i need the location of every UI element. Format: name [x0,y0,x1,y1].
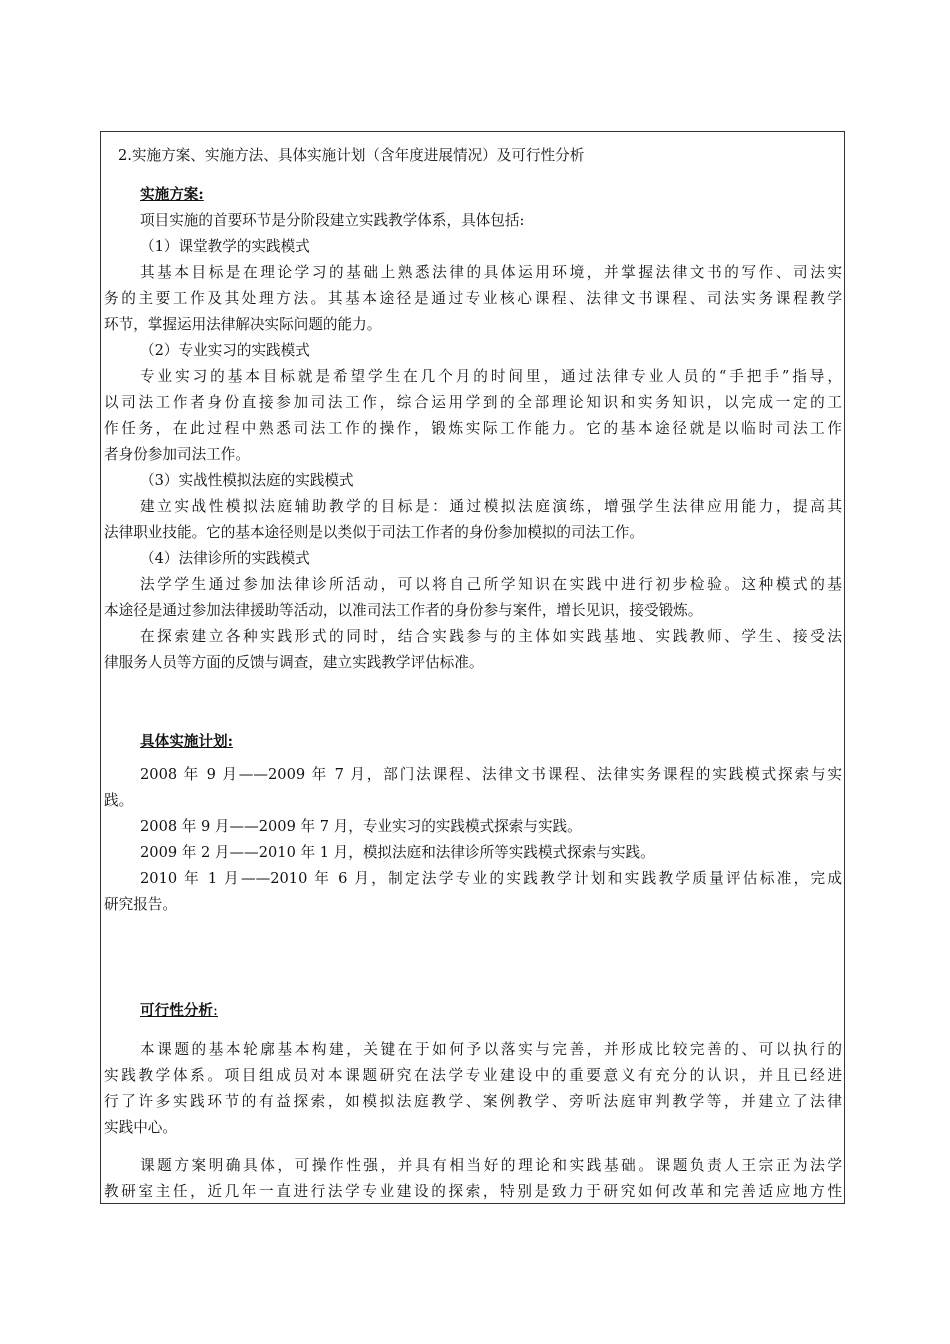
schedule-line: 2010 年 1 月——2010 年 6 月，制定法学专业的实践教学计划和实践教学质量评估标准，完成 [140,870,842,887]
section-title: 2.实施方案、实施方法、具体实施计划（含年度进展情况）及可行性分析 [118,147,585,164]
plan-line: 以司法工作者身份直接参加司法工作，综合运用学到的全部理论知识和实务知识，以完成一定的工 [104,394,842,411]
plan-line: 务的主要工作及其处理方法。其基本途径是通过专业核心课程、法律文书课程、司法实务课程教学 [104,290,842,307]
plan-subheading: （3）实战性模拟法庭的实践模式 [140,472,354,489]
plan-line: 法律职业技能。它的基本途径则是以类似于司法工作者的身份参加模拟的司法工作。 [104,524,644,541]
feasibility-heading-colon: : [212,1002,218,1019]
feasibility-heading [140,1002,218,1020]
schedule-heading: 具体实施计划: [140,733,233,750]
plan-line: 专业实习的基本目标就是希望学生在几个月的时间里，通过法律专业人员的“手把手”指导， [140,368,842,385]
plan-line: 律服务人员等方面的反馈与调查，建立实践教学评估标准。 [104,654,484,671]
schedule-line: 践。 [104,792,134,809]
plan-line: 作任务，在此过程中熟悉司法工作的操作，锻炼实际工作能力。它的基本途径就是以临时司法工作 [104,420,842,437]
plan-line: 法学学生通过参加法律诊所活动，可以将自己所学知识在实践中进行初步检验。这种模式的基 [140,576,842,593]
plan-subheading: （1）课堂教学的实践模式 [140,238,310,255]
feasibility-line: 教研室主任，近几年一直进行法学专业建设的探索，特别是致力于研究如何改革和完善适应地方性 [104,1183,842,1200]
plan-line: 项目实施的首要环节是分阶段建立实践教学体系，具体包括: [140,212,525,229]
plan-subheading: （2）专业实习的实践模式 [140,342,310,359]
feasibility-line: 本课题的基本轮廓基本构建，关键在于如何予以落实与完善，并形成比较完善的、可以执行的 [140,1041,842,1058]
feasibility-line: 行了许多实践环节的有益探索，如模拟法庭教学、案例教学、旁听法庭审判教学等，并建立了法律 [104,1093,842,1110]
plan-line: 者身份参加司法工作。 [104,446,250,463]
schedule-line: 研究报告。 [104,896,177,913]
plan-line: 建立实战性模拟法庭辅助教学的目标是：通过模拟法庭演练，增强学生法律应用能力，提高其 [140,498,842,515]
plan-line: 其基本目标是在理论学习的基础上熟悉法律的具体运用环境，并掌握法律文书的写作、司法实 [140,264,842,281]
feasibility-line: 实践中心。 [104,1119,177,1136]
plan-line: 环节，掌握运用法律解决实际问题的能力。 [104,316,382,333]
feasibility-line: 课题方案明确具体，可操作性强，并具有相当好的理论和实践基础。课题负责人王宗正为法学 [140,1157,842,1174]
feasibility-line: 实践教学体系。项目组成员对本课题研究在法学专业建设中的重要意义有充分的认识，并且已经进 [104,1067,842,1084]
schedule-line: 2009 年 2 月——2010 年 1 月，模拟法庭和法律诊所等实践模式探索与实践。 [140,844,655,861]
plan-line: 在探索建立各种实践形式的同时，结合实践参与的主体如实践基地、实践教师、学生、接受法 [140,628,842,645]
schedule-line: 2008 年 9 月——2009 年 7 月，部门法课程、法律文书课程、法律实务课程的实践模式探索与实 [140,766,842,783]
plan-line: 本途径是通过参加法律援助等活动，以准司法工作者的身份参与案件，增长见识，接受锻炼。 [104,602,703,619]
schedule-line: 2008 年 9 月——2009 年 7 月，专业实习的实践模式探索与实践。 [140,818,582,835]
plan-subheading: （4）法律诊所的实践模式 [140,550,310,567]
plan-heading: 实施方案: [140,186,204,203]
feasibility-heading-text: 可行性分析 [140,1002,213,1019]
